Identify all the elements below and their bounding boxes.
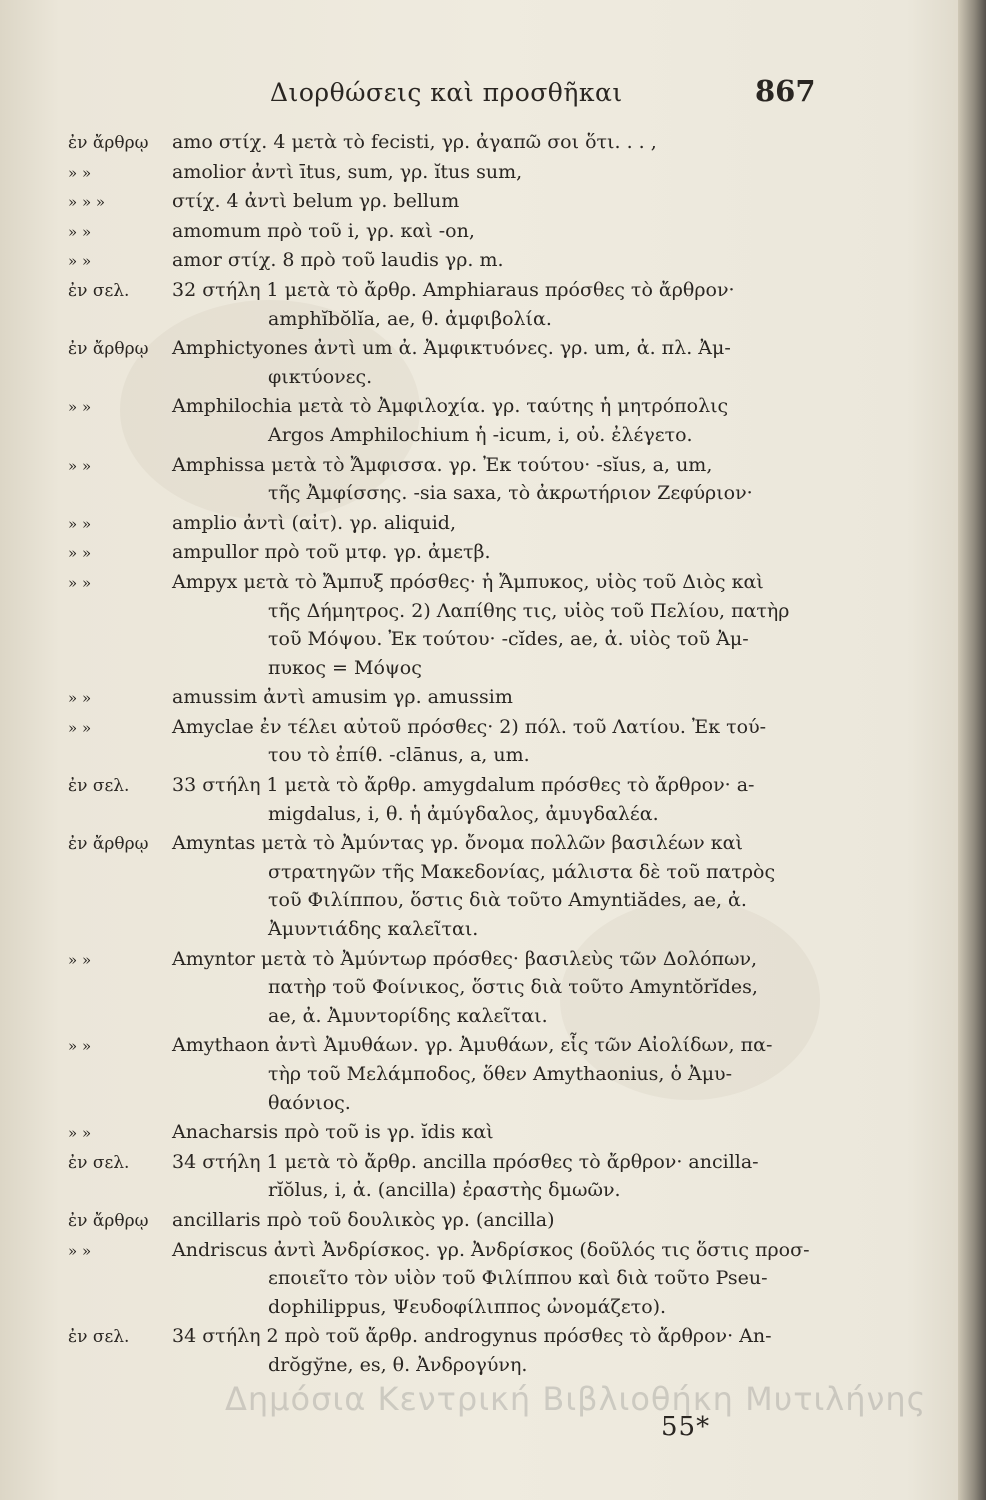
entry-text: 34 στήλη 1 μετὰ τὸ ἄρθρ. ancilla πρόσθες τὸ ἄρθρον· ancilla- xyxy=(172,1150,759,1173)
entry-continuation-line xyxy=(68,1351,948,1380)
entry-location: ἐν σελ. xyxy=(68,1327,130,1348)
entry-location: » » xyxy=(68,163,92,182)
correction-entry xyxy=(68,1118,948,1147)
entry-continuation-line xyxy=(68,1176,948,1205)
correction-entry xyxy=(68,1148,948,1205)
entry-location: » » xyxy=(68,222,92,241)
correction-entry xyxy=(68,392,948,449)
entry-text: Amphilochia μετὰ τὸ Ἀμφιλοχία. γρ. ταύτης ἡ μητρόπολις xyxy=(172,395,729,418)
entry-continuation-line xyxy=(68,973,948,1002)
entry-continuation-line xyxy=(68,1293,948,1322)
entry-text: πατὴρ τοῦ Φοίνικος, ὅστις διὰ τοῦτο Amyntŏrĭdes, xyxy=(268,976,758,999)
entry-continuation-line xyxy=(68,1060,948,1089)
entry-text: Ampyx μετὰ τὸ Ἄμπυξ πρόσθες· ἡ Ἄμπυκος, υἱὸς τοῦ Διὸς καὶ xyxy=(172,570,764,593)
corrections-list xyxy=(68,128,948,1381)
entry-location: ἐν ἄρθρῳ xyxy=(68,133,149,153)
correction-entry xyxy=(68,158,948,187)
entry-location: » » » xyxy=(68,193,106,212)
entry-text: Amyntor μετὰ τὸ Ἀμύντωρ πρόσθες· βασιλεὺς τῶν Δολόπων, xyxy=(172,947,758,970)
entry-location: ἐν σελ. xyxy=(68,776,130,797)
correction-entry xyxy=(68,451,948,508)
entry-text: amplio ἀντὶ (αἰτ). γρ. aliquid, xyxy=(172,511,456,534)
entry-location: » » xyxy=(68,950,92,969)
correction-entry xyxy=(68,334,948,391)
entry-continuation-line xyxy=(68,886,948,915)
correction-entry xyxy=(68,128,948,157)
entry-text: Amyntas μετὰ τὸ Ἀμύντας γρ. ὄνομα πολλῶν βασιλέων καὶ xyxy=(172,832,743,855)
correction-entry xyxy=(68,683,948,712)
entry-text: amphĭbŏlĭa, ae, θ. ἀμφιβολία. xyxy=(268,307,552,330)
entry-text: πυκος = Μόψος xyxy=(268,656,422,679)
entry-first-line xyxy=(68,829,948,858)
entry-text: Ἀμυντιάδης καλεῖται. xyxy=(268,918,479,941)
correction-entry xyxy=(68,1206,948,1235)
correction-entry xyxy=(68,829,948,943)
entry-location: » » xyxy=(68,456,92,475)
correction-entry xyxy=(68,217,948,246)
entry-text: rĭŏlus, i, ἀ. (ancilla) ἐραστὴς δμωῶν. xyxy=(268,1179,621,1202)
entry-first-line xyxy=(68,568,948,597)
entry-text: Andriscus ἀντὶ Ἀνδρίσκος. γρ. Ἀνδρίσκος (δοῦλός τις ὅστις προσ- xyxy=(172,1238,810,1261)
correction-entry xyxy=(68,538,948,567)
entry-text: τοῦ Φιλίππου, ὅστις διὰ τοῦτο Amyntiădes, ae, ἀ. xyxy=(268,889,747,912)
entry-first-line xyxy=(68,771,948,800)
entry-text: ancillaris πρὸ τοῦ δουλικὸς γρ. (ancilla) xyxy=(172,1208,555,1231)
entry-location: ἐν ἄρθρῳ xyxy=(68,834,149,855)
entry-text: τῆς Ἀμφίσσης. -sia saxa, τὸ ἀκρωτήριον Ζεφύριον· xyxy=(268,482,753,505)
entry-text: dophilippus, Ψευδοφίλιππος ὠνομάζετο). xyxy=(268,1295,667,1318)
entry-text: 33 στήλη 1 μετὰ τὸ ἄρθρ. amygdalum πρόσθες τὸ ἄρθρον· a- xyxy=(172,774,755,797)
entry-first-line xyxy=(68,1236,948,1265)
entry-text: στίχ. 4 ἀντὶ belum γρ. bellum xyxy=(172,190,460,213)
page-header xyxy=(0,72,986,112)
page-number: 867 xyxy=(755,74,816,108)
entry-continuation-line xyxy=(68,800,948,829)
entry-first-line xyxy=(68,392,948,421)
entry-first-line xyxy=(68,683,948,712)
entry-continuation-line xyxy=(68,1089,948,1118)
entry-continuation-line xyxy=(68,858,948,887)
entry-text: migdalus, i, θ. ἡ ἀμύγδαλος, ἀμυγδαλέα. xyxy=(268,802,659,825)
entry-first-line xyxy=(68,1206,948,1235)
correction-entry xyxy=(68,945,948,1031)
entry-first-line xyxy=(68,1322,948,1351)
entry-location: » » xyxy=(68,573,92,592)
entry-location: » » xyxy=(68,514,92,533)
entry-text: amussim ἀντὶ amusim γρ. amussim xyxy=(172,686,513,709)
entry-continuation-line xyxy=(68,363,948,392)
correction-entry xyxy=(68,713,948,770)
entry-text: τῆς Δήμητρος. 2) Λαπίθης τις, υἱὸς τοῦ Πελίου, πατὴρ xyxy=(268,599,790,622)
library-watermark: Δημόσια Κεντρική Βιβλιοθήκη Μυτιλήνης xyxy=(225,1380,927,1418)
entry-text: Argos Amphilochium ἡ -icum, i, οὐ. ἐλέγετο. xyxy=(268,423,693,446)
entry-continuation-line xyxy=(68,1264,948,1293)
entry-first-line xyxy=(68,713,948,742)
entry-text: τὴρ τοῦ Μελάμποδος, ὅθεν Amythaonius, ὁ Ἀμυ- xyxy=(268,1063,733,1085)
entry-text: στρατηγῶν τῆς Μακεδονίας, μάλιστα δὲ τοῦ πατρὸς xyxy=(268,860,776,883)
correction-entry xyxy=(68,568,948,682)
entry-first-line xyxy=(68,128,948,157)
correction-entry xyxy=(68,771,948,828)
entry-continuation-line xyxy=(68,479,948,508)
entry-location: ἐν σελ. xyxy=(68,1152,130,1173)
entry-location: » » xyxy=(68,398,92,417)
entry-text: 34 στήλη 2 πρὸ τοῦ ἄρθρ. androgynus πρόσθες τὸ ἄρθρον· An- xyxy=(172,1325,772,1348)
entry-location: » » xyxy=(68,1124,92,1143)
entry-location: ἐν σελ. xyxy=(68,280,130,301)
entry-continuation-line xyxy=(68,421,948,450)
page-edge xyxy=(958,0,986,1500)
correction-entry xyxy=(68,1236,948,1322)
entry-text: Anacharsis πρὸ τοῦ is γρ. ĭdis καὶ xyxy=(172,1121,494,1144)
entry-location: » » xyxy=(68,252,92,271)
entry-text: τοῦ Μόψου. Ἐκ τούτου· -cĭdes, ae, ἀ. υἱὸς τοῦ Ἀμ- xyxy=(268,628,749,651)
entry-text: ae, ἀ. Ἀμυντορίδης καλεῖται. xyxy=(268,1004,548,1027)
entry-text: amo στίχ. 4 μετὰ τὸ fecisti, γρ. ἀγαπῶ σοι ὅτι. . . , xyxy=(172,131,657,153)
entry-first-line xyxy=(68,246,948,275)
entry-text: Amythaon ἀντὶ Ἀμυθάων. γρ. Ἀμυθάων, εἷς τῶν Αἰολίδων, πα- xyxy=(172,1034,773,1057)
entry-first-line xyxy=(68,509,948,538)
entry-continuation-line xyxy=(68,1002,948,1031)
correction-entry xyxy=(68,509,948,538)
entry-first-line xyxy=(68,334,948,363)
entry-text: Amphissa μετὰ τὸ Ἄμφισσα. γρ. Ἐκ τούτου· -sĭus, a, um, xyxy=(172,453,713,476)
entry-continuation-line xyxy=(68,305,948,334)
entry-text: Amyclae ἐν τέλει αὐτοῦ πρόσθες· 2) πόλ. τοῦ Λατίου. Ἐκ τού- xyxy=(172,715,767,738)
entry-location: ἐν ἄρθρῳ xyxy=(68,1210,149,1231)
entry-first-line xyxy=(68,1118,948,1147)
correction-entry xyxy=(68,276,948,333)
entry-continuation-line xyxy=(68,741,948,770)
entry-first-line xyxy=(68,1031,948,1060)
entry-text: amolior ἀντὶ ītus, sum, γρ. ĭtus sum, xyxy=(172,160,523,183)
entry-text: amor στίχ. 8 πρὸ τοῦ laudis γρ. m. xyxy=(172,249,504,272)
entry-location: ἐν ἄρθρῳ xyxy=(68,339,149,360)
entry-continuation-line xyxy=(68,654,948,683)
entry-continuation-line xyxy=(68,915,948,944)
entry-first-line xyxy=(68,451,948,480)
entry-first-line xyxy=(68,1148,948,1177)
entry-text: ampullor πρὸ τοῦ μτφ. γρ. ἀμετβ. xyxy=(172,541,491,564)
entry-location: » » xyxy=(68,1241,92,1260)
entry-text: 32 στήλη 1 μετὰ τὸ ἄρθρ. Amphiaraus πρόσθες τὸ ἄρθρον· xyxy=(172,278,735,301)
entry-location: » » xyxy=(68,544,92,563)
entry-continuation-line xyxy=(68,597,948,626)
correction-entry xyxy=(68,1031,948,1117)
entry-location: » » xyxy=(68,718,92,737)
entry-first-line xyxy=(68,187,948,216)
entry-first-line xyxy=(68,538,948,567)
entry-text: amomum πρὸ τοῦ i, γρ. καὶ -on, xyxy=(172,219,475,242)
entry-location: » » xyxy=(68,1037,92,1056)
entry-first-line xyxy=(68,945,948,974)
entry-first-line xyxy=(68,158,948,187)
entry-text: drŏgўne, es, θ. Ἀνδρογύνη. xyxy=(268,1353,528,1376)
entry-text: εποιεῖτο τὸν υἱὸν τοῦ Φιλίππου καὶ διὰ τοῦτο Pseu- xyxy=(268,1267,768,1290)
entry-first-line xyxy=(68,276,948,305)
entry-continuation-line xyxy=(68,625,948,654)
running-title: Διορθώσεις καὶ προσθῆκαι xyxy=(270,78,623,107)
correction-entry xyxy=(68,1322,948,1379)
entry-text: Amphictyones ἀντὶ um ἀ. Ἀμφικτυόνες. γρ. um, ἀ. πλ. Ἀμ- xyxy=(172,337,731,360)
correction-entry xyxy=(68,246,948,275)
entry-text: θαόνιος. xyxy=(268,1091,351,1114)
entry-first-line xyxy=(68,217,948,246)
signature-mark: 55* xyxy=(661,1412,711,1442)
entry-text: φικτύονες. xyxy=(268,365,373,388)
entry-text: του τὸ ἐπίθ. -clānus, a, um. xyxy=(268,744,530,767)
correction-entry xyxy=(68,187,948,216)
entry-location: » » xyxy=(68,689,92,708)
